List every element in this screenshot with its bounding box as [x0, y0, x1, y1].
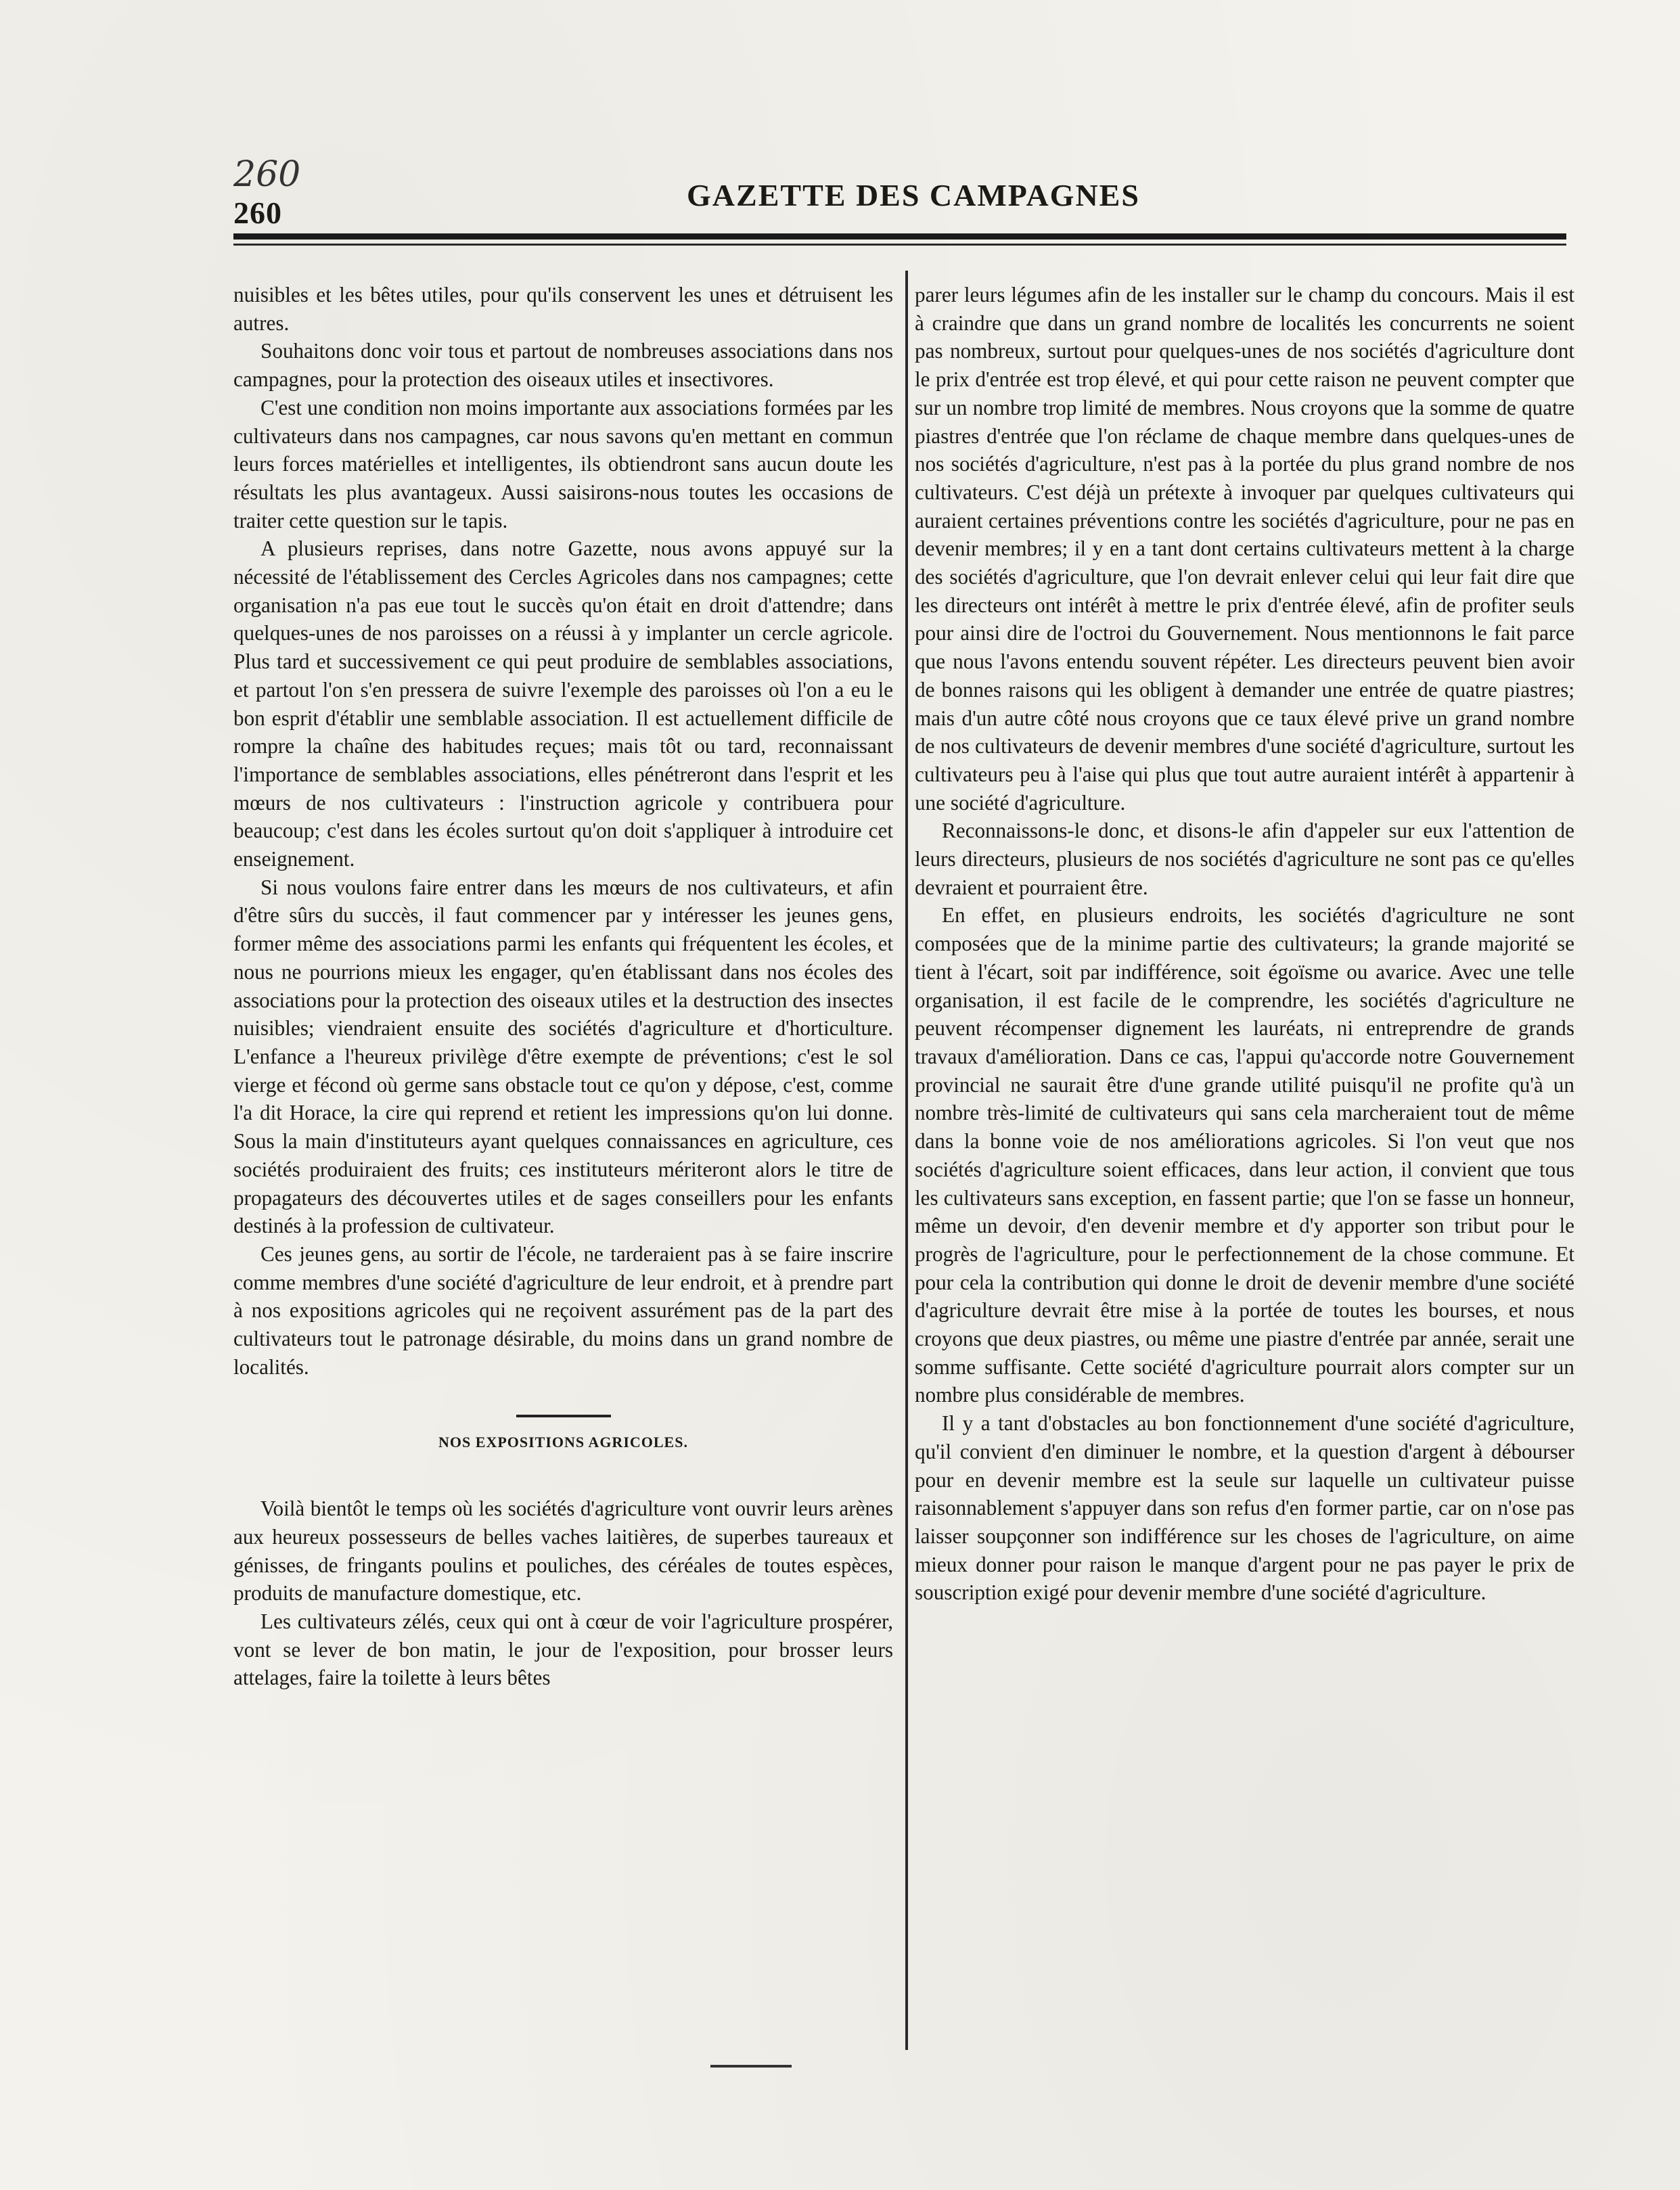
right-column: [915, 281, 1574, 1607]
masthead-title: GAZETTE DES CAMPAGNES: [687, 178, 1140, 212]
article-paragraph: Il y a tant d'obstacles au bon fonctionnement d'une société d'agriculture, qu'il convient d'en diminuer le nombre, et la question d'argent à débourser pour en devenir membre est la seule sur laquelle un cultivateur puisse raisonnablement s'appuyer dans son refus d'en former partie, car on n'ose pas laisser soupçonner son indifférence sur les choses de l'agriculture, on aime mieux donner pour raison le manque d'argent pour ne pas payer le prix de souscription exigé pour devenir membre d'une société d'agriculture.: [915, 1411, 1574, 1605]
article-paragraph: Les cultivateurs zélés, ceux qui ont à cœur de voir l'agriculture prospérer, vont se lever de bon matin, le jour de l'exposition, pour brosser leurs attelages, faire la toilette à leurs bêtes: [233, 1609, 893, 1690]
section-divider: [516, 1415, 611, 1417]
article-paragraph: Souhaitons donc voir tous et partout de nombreuses associations dans nos campagnes, pour la protection des oiseaux utiles et insectivores.: [233, 339, 893, 392]
article-paragraph: A plusieurs reprises, dans notre Gazette, nous avons appuyé sur la nécessité de l'établissement des Cercles Agricoles dans nos campagnes; cette organisation n'a pas eue tout le succès qu'on était en droit d'attendre; dans quelques-unes de nos paroisses on a réussi à y implanter un cercle agricole. Plus tard et successivement ce qui peut produire de semblables associations, et partout l'on s'en pressera de suivre l'exemple des paroisses où l'on a eu le bon esprit d'établir une semblable association. Il est actuellement difficile de rompre la chaîne des habitudes reçues; mais tôt ou tard, reconnaissant l'importance de semblables associations, elles pénétreront dans l'esprit et les mœurs de nos cultivateurs : l'instruction agricole y contribuera pour beaucoup; c'est dans les écoles surtout qu'on doit s'appliquer à introduire cet enseignement.: [233, 537, 893, 871]
header-rule-thick: [233, 233, 1566, 239]
article-paragraph: parer leurs légumes afin de les installer sur le champ du concours. Mais il est à craindre que dans un grand nombre de localités les concurrents ne soient pas nombreux, surtout pour quelques-unes de nos sociétés d'agriculture dont le prix d'entrée est trop élevé, et qui pour cette raison ne peuvent compter que sur un nombre trop limité de membres. Nous croyons que la somme de quatre piastres d'entrée que l'on réclame de chaque membre dans quelques-unes de nos sociétés d'agriculture, n'est pas à la portée du plus grand nombre de nos cultivateurs. C'est déjà un prétexte à invoquer par quelques cultivateurs qui auraient certaines préventions contre les sociétés d'agriculture, pour ne pas en devenir membres; il y en a tant dont certains cultivateurs mettent à la charge des sociétés d'agriculture, que l'on devrait enlever celui qui leur fait dire que les directeurs ont intérêt à mettre le prix d'entrée élevé, afin de profiter seuls pour ainsi dire de l'octroi du Gouvernement. Nous mentionnons le fait parce que nous l'avons entendu souvent répéter. Les directeurs peuvent bien avoir de bonnes raisons qui les obligent à demander une entrée de quatre piastres; mais d'un autre côté nous croyons que ce taux élevé prive un grand nombre de nos cultivateurs de devenir membres d'une société d'agriculture, surtout les cultivateurs peu à l'aise qui plus que tout autre auraient intérêt à appartenir à une société d'agriculture.: [915, 283, 1574, 815]
article-paragraph: Voilà bientôt le temps où les sociétés d'agriculture vont ouvrir leurs arènes aux heureux possesseurs de belles vaches laitières, de superbes taureaux et génisses, de fringants poulins et pouliches, des céréales de toutes espèces, produits de manufacture domestique, etc.: [233, 1497, 893, 1605]
page-number: 260: [233, 196, 282, 230]
header-rule-thin: [233, 244, 1566, 246]
article-paragraph: C'est une condition non moins importante aux associations formées par les cultivateurs dans nos campagnes, car nous savons qu'en mettant en commun leurs forces matérielles et intelligentes, ils obtiendront sans aucun doute les résultats les plus avantageux. Aussi saisirons-nous toutes les occasions de traiter cette question sur le tapis.: [233, 395, 893, 532]
handwritten-page-number: 260: [233, 154, 301, 195]
article-paragraph: En effet, en plusieurs endroits, les sociétés d'agriculture ne sont composées que de la minime partie des cultivateurs; la grande majorité se tient à l'écart, soit par indifférence, soit égoïsme ou avarice. Avec une telle organisation, il est facile de le comprendre, les sociétés d'agriculture ne peuvent récompenser dignement les lauréats, ni entreprendre de grands travaux d'amélioration. Dans ce cas, l'appui qu'accorde notre Gouvernement provincial ne saurait être d'une grande utilité puisqu'il ne profite qu'à un nombre très-limité de cultivateurs qui sans cela marcheraient tout de même dans la bonne voie de nos améliorations agricoles. Si l'on veut que nos sociétés d'agriculture soient efficaces, dans leur action, il convient que tous les cultivateurs sans exception, en fassent partie; que l'on se fasse un honneur, même un devoir, d'en devenir membre et d'y apporter son tribut pour le progrès de l'agriculture, pour le perfectionnement de la chose commune. Et pour cela la contribution qui donne le droit de devenir membre d'une société d'agriculture devrait être mise à la portée de toutes les bourses, et nous croyons que deux piastres, ou même une piastre d'entrée par année, serait une somme suffisante. Cette société d'agriculture pourrait alors compter sur un nombre plus considérable de membres.: [915, 903, 1574, 1407]
article-paragraph: Reconnaissons-le donc, et disons-le afin d'appeler sur eux l'attention de leurs directeurs, plusieurs de nos sociétés d'agriculture ne sont pas ce qu'elles devraient et pourraient être.: [915, 819, 1574, 899]
column-divider: [905, 271, 908, 2050]
section-heading: NOS EXPOSITIONS AGRICOLES.: [438, 1434, 688, 1451]
article-paragraph: nuisibles et les bêtes utiles, pour qu'ils conservent les unes et détruisent les autres.: [233, 283, 893, 335]
article-paragraph: Ces jeunes gens, au sortir de l'école, ne tarderaient pas à se faire inscrire comme membres d'une société d'agriculture de leur endroit, et à prendre part à nos expositions agricoles qui ne reçoivent assurément pas de la part des cultivateurs tout le patronage désirable, du moins dans un grand nombre de localités.: [233, 1241, 893, 1379]
footer-rule: [710, 2065, 792, 2068]
left-column: [233, 281, 893, 1692]
article-paragraph: Si nous voulons faire entrer dans les mœurs de nos cultivateurs, et afin d'être sûrs du succès, il faut commencer par y intéresser les jeunes gens, former même des associations parmi les enfants qui fréquentent les écoles, et nous ne pourrions mieux les engager, qu'en établissant dans nos écoles des associations pour la protection des oiseaux utiles et la destruction des insectes nuisibles; viendraient ensuite des sociétés d'agriculture et d'horticulture. L'enfance a l'heureux privilège d'être exempte de préventions; c'est le sol vierge et fécond où germe sans obstacle tout ce qu'on y dépose, c'est, comme l'a dit Horace, la cire qui reprend et retient les impressions qu'on lui donne. Sous la main d'instituteurs ayant quelques connaissances en agriculture, ces sociétés produiraient des fruits; ces instituteurs mériteront alors le titre de propagateurs des découvertes utiles et de sages conseillers pour les enfants destinés à la profession de cultivateur.: [233, 875, 893, 1238]
